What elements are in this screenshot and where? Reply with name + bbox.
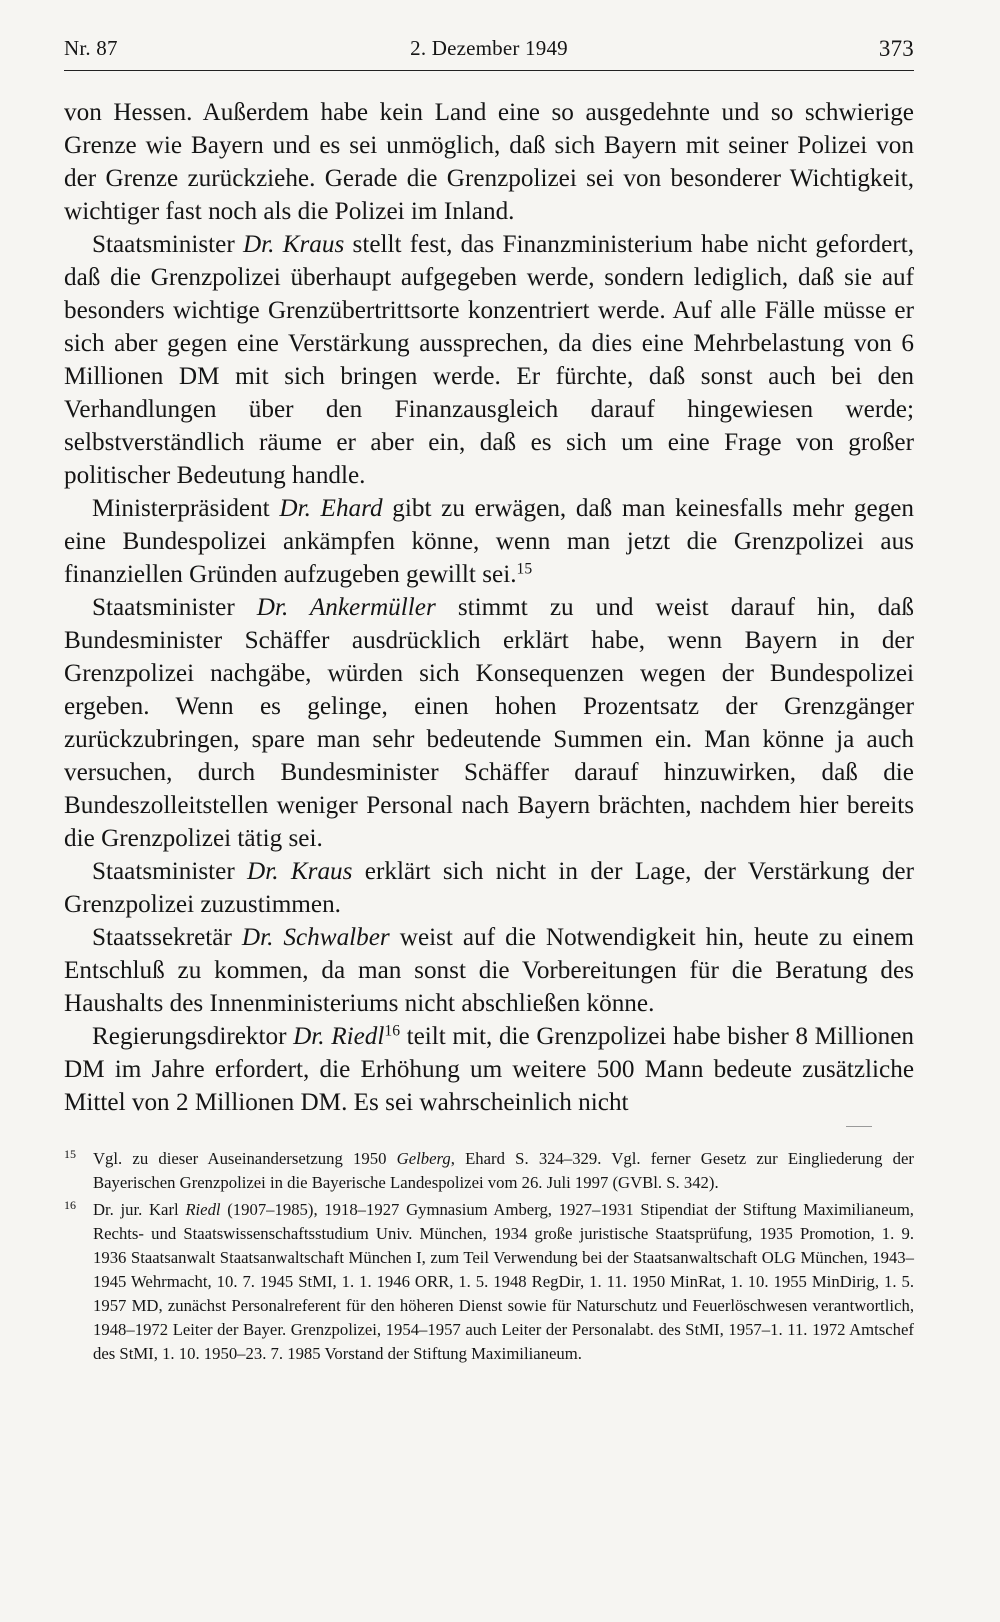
text-run: gibt zu erwägen, daß man keinesfalls mehr gegen eine Bundespolizei ankämpfen könne, wenn man jetzt die Grenzpolizei aus finanziellen Gründen aufzugeben gewillt sei. [64,495,914,588]
footnote-reference: 16 [384,1022,400,1040]
paragraph [64,591,914,855]
footnote [64,1198,914,1366]
running-header [64,36,914,70]
person-name: Dr. Kraus [242,231,345,258]
footnote [64,1147,914,1195]
header-rule [64,70,914,71]
paragraph [64,96,914,228]
person-name: Dr. Kraus [247,858,353,885]
person-name: Dr. Schwalber [241,924,390,951]
person-name: Gelberg [396,1149,451,1168]
text-run: erklärt sich nicht in der Lage, der Verstärkung der Grenzpolizei zuzustimmen. [64,858,915,918]
text-run: von Hessen. Außerdem habe kein Land eine so ausgedehnte und so schwierige Grenze wie Bayern und es sei unmöglich, daß sich Bayern mit seiner Polizei von der Grenze zurückziehe. Gerade die Grenzpolizei sei von besonderer Wichtigkeit, wichtiger fast noch als die Polizei im Inland. [64,99,914,225]
footnote-reference: 15 [516,560,533,578]
issue-number: Nr. 87 [64,36,118,60]
text-run: (1907–1985), 1918–1927 Gymnasium Amberg, 1927–1931 Stipendiat der Stiftung Maximilianeum, Rechts- und Staatswissenschaftsstudium Univ. München, 1934 große juristische Staatsprüfung, 1935 Promotion, 1. 9. 1936 Staatsanwalt Staatsanwaltschaft München I, zum Teil Verwendung bei der Staatsanwaltschaft OLG München, 1943–1945 Wehrmacht, 10. 7. 1945 StMI, 1. 1. 1946 ORR, 1. 5. 1948 RegDir, 1. 11. 1950 MinRat, 1. 10. 1955 MinDirig, 1. 5. 1957 MD, zunächst Personalreferent für den höheren Dienst sowie für Naturschutz und Feuerlöschwesen verantwortlich, 1948–1972 Leiter der Bayer. Grenzpolizei, 1954–1957 auch Leiter der Personalabt. des StMI, 1957–1. 11. 1972 Amtschef des StMI, 1. 10. 1950–23. 7. 1985 Vorstand der Stiftung Maximilianeum. [93,1200,914,1363]
header-date: 2. Dezember 1949 [410,36,568,60]
footnote-number: 15 [64,1147,76,1161]
text-run: Dr. jur. Karl [93,1200,186,1219]
text-run: Staatsminister [92,858,248,885]
paragraph [64,921,914,1020]
text-run: Staatssekretär [92,924,242,951]
footnotes [64,1147,914,1369]
person-name: Dr. Ankermüller [256,594,436,621]
text-run: Staatsminister [92,594,257,621]
text-run: stellt fest, das Finanzministerium habe nicht gefordert, daß die Grenzpolizei überhaupt aufgegeben werde, sondern lediglich, daß sie auf besonders wichtige Grenzübertrittsorte konzentriert werde. Auf alle Fälle müsse er sich aber gegen eine Verstärkung aussprechen, da dies eine Mehrbelastung von 6 Millionen DM mit sich bringen werde. Er fürchte, daß sonst auch bei den Verhandlungen über den Finanzausgleich darauf hingewiesen werde; selbstverständlich räume er aber ein, daß es sich um eine Frage von großer politischer Bedeutung handle. [64,231,914,489]
person-name: Dr. Riedl [293,1023,385,1050]
text-run: stimmt zu und weist darauf hin, daß Bundesminister Schäffer ausdrücklich erklärt habe, wenn Bayern in der Grenzpolizei nachgäbe, würden sich Konsequenzen wegen der Bundespolizei ergeben. Wenn es gelinge, einen hohen Prozentsatz der Grenzgänger zurückzubringen, spare man sehr bedeutende Summen ein. Man könne ja auch versuchen, durch Bundesminister Schäffer darauf hinzuwirken, daß die Bundeszolleitstellen weniger Personal nach Bayern brächten, nachdem hier bereits die Grenzpolizei tätig sei. [64,594,914,852]
footnote-number: 16 [64,1198,76,1212]
footnote-separator [846,1126,872,1127]
text-run: , Ehard S. 324–329. Vgl. ferner Gesetz zur Eingliederung der Bayerischen Grenzpolizei in die Bayerische Landespolizei vom 26. Juli 1997 (GVBl. S. 342). [93,1149,914,1192]
page-number: 373 [878,36,914,61]
paragraph [64,1020,914,1119]
paragraph [64,228,914,492]
body-text [64,96,914,1119]
paragraph [64,855,914,921]
text-run: teilt mit, die Grenzpolizei habe bisher 8 Millionen DM im Jahre erfordert, die Erhöhung um weitere 500 Mann bedeute zusätzliche Mittel von 2 Millionen DM. Es sei wahrscheinlich nicht [64,1023,915,1116]
person-name: Riedl [185,1200,221,1219]
text-run: Staatsminister [92,231,243,258]
text-run: Regierungsdirektor [92,1023,294,1050]
text-run: weist auf die Notwendigkeit hin, heute zu einem Entschluß zu kommen, da man sonst die Vorbereitungen für die Beratung des Haushalts des Innenministeriums nicht abschließen könne. [64,924,914,1017]
person-name: Dr. Ehard [279,495,383,522]
text-run: Ministerpräsident [92,495,280,522]
paragraph [64,492,914,591]
text-run: Vgl. zu dieser Auseinandersetzung 1950 [93,1149,397,1168]
